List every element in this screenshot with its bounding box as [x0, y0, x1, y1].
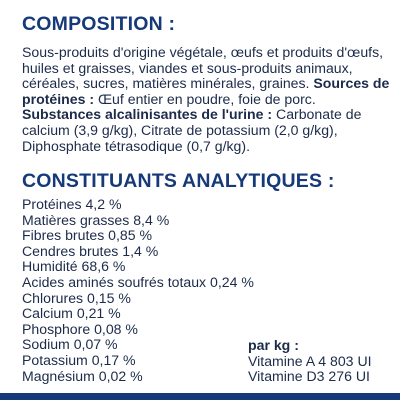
composition-heading: COMPOSITION : — [22, 13, 176, 35]
vitamin-item: Vitamine A 4 803 UI — [248, 352, 372, 369]
protein-sources-label: Sources de protéines : — [22, 75, 390, 107]
list-item: Magnésium 0,02 % — [22, 367, 143, 384]
list-item: Fibres brutes 0,85 % — [22, 227, 153, 244]
list-item: Humidité 68,6 % — [22, 258, 126, 275]
per-kg-label: par kg : — [248, 337, 299, 353]
list-item: Sodium 0,07 % — [22, 336, 118, 353]
list-item: Phosphore 0,08 % — [22, 320, 138, 337]
urine-alkalizers-label: Substances alcalinisantes de l'urine : — [22, 106, 273, 123]
list-item: Protéines 4,2 % — [22, 196, 122, 212]
list-item: Matières grasses 8,4 % — [22, 211, 170, 228]
analytical-constituents-heading: CONSTITUANTS ANALYTIQUES : — [22, 170, 335, 192]
composition-intro: Sous-produits d'origine végétale, œufs et produits d'œufs, huiles et graisses, viandes et sous-produits animaux, céréales, sucres, matières minérales, graines. — [22, 44, 384, 92]
composition-text — [22, 45, 394, 154]
list-item: Cendres brutes 1,4 % — [22, 242, 159, 259]
vitamin-item: Vitamine D3 276 UI — [248, 368, 370, 385]
urine-alkalizers-text: Carbonate de calcium (3,9 g/kg), Citrate de potassium (2,0 g/kg), Diphosphate tétrasodique (0,7 g/kg). — [22, 106, 362, 154]
list-item: Chlorures 0,15 % — [22, 289, 131, 306]
vitamins-list — [248, 338, 372, 385]
list-item: Potassium 0,17 % — [22, 351, 136, 368]
bottom-color-band — [0, 393, 400, 400]
protein-sources-text: Œuf entier en poudre, foie de porc. — [94, 90, 316, 107]
analytical-constituents-list — [22, 197, 254, 384]
list-item: Acides aminés soufrés totaux 0,24 % — [22, 273, 254, 290]
list-item: Calcium 0,21 % — [22, 305, 121, 322]
